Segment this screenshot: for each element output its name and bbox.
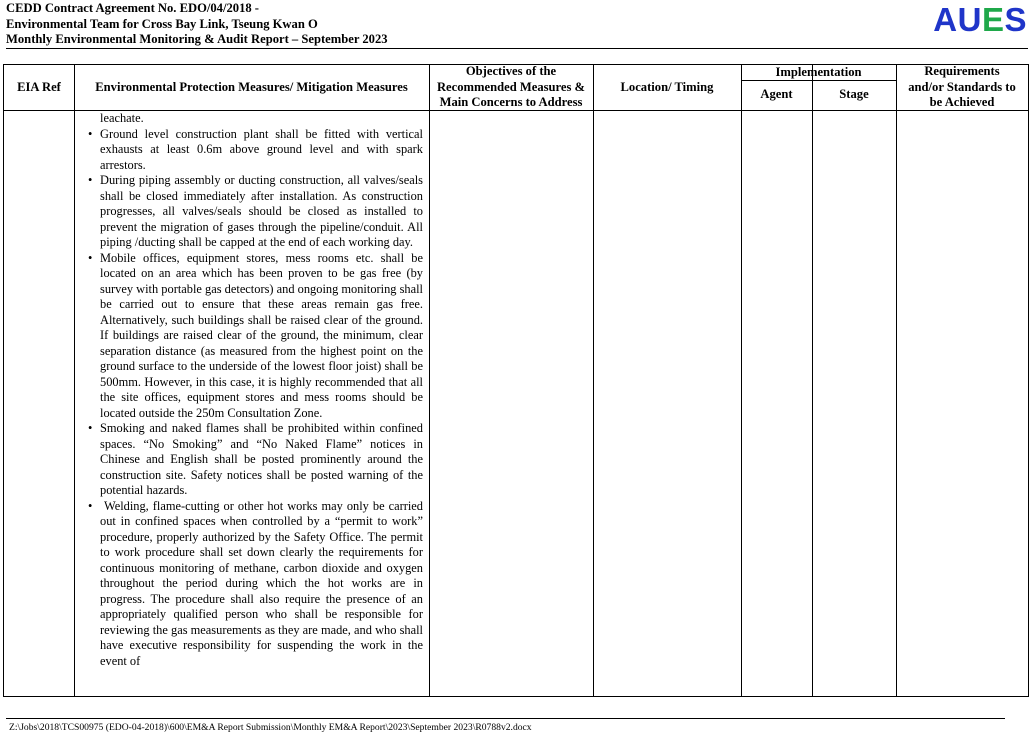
measure-item: • Ground level construction plant shall be fitted with vertical exhausts at least 0.6m above ground level and with spark arrestors.: [88, 126, 423, 172]
bullet-icon: •: [88, 421, 93, 435]
footer-file-path: Z:\Jobs\2018\TCS00975 (EDO-04-2018)\600\EM&A Report Submission\Monthly EM&A Report\2023\September 2023\R0788v2.docx: [9, 722, 532, 733]
measure-item: • Welding, flame-cutting or other hot works may only be carried out in confined spaces when controlled by a “permit to work” procedure, properly authorized by the Safety Office. The permit to work procedure shall set down clearly the requirements for continuous monitoring of methane, carbon dioxide and oxygen throughout the period during which the hot works are in progress. The procedure shall also require the presence of an appropriately qualified person who shall be responsible for reviewing the gas measurements as they are made, and who shall have executive responsibility for suspending the work in the event of: [88, 498, 423, 668]
column-divider: [896, 65, 897, 696]
bullet-icon: •: [88, 126, 93, 141]
header-divider: [6, 48, 1028, 49]
measure-item: • Mobile offices, equipment stores, mess rooms etc. shall be located on an area which has been proven to be gas free (by survey with portable gas detectors) and ongoing monitoring shall be carried out to ensure that these areas remain gas free. Alternatively, such buildings shall be raised clear of the ground. If buildings are raised clear of the ground, the minimum, clear separation distance (as measured from the highest point on the ground surface to the underside of the lowest floor joist) shall be 500mm. However, in this case, it is highly recommended that all the site offices, equipment stores and mess rooms should be located outside the 250m Consultation Zone.: [88, 250, 423, 420]
continuation-text: leachate.: [100, 111, 144, 125]
header-objectives: Objectives of the Recommended Measures & Main Concerns to Address: [436, 64, 586, 110]
bullet-icon: •: [88, 250, 93, 265]
column-divider: [429, 65, 430, 696]
header-location-timing: Location/ Timing: [620, 79, 714, 94]
measures-list: [88, 126, 423, 670]
header-requirements: Requirements and/or Standards to be Achieved: [908, 64, 1016, 110]
header-implementation: Implementation: [775, 64, 862, 79]
header-eia-ref: EIA Ref: [17, 79, 61, 94]
column-divider: [741, 65, 742, 696]
document-header: [6, 1, 388, 48]
footer-divider: [6, 718, 1005, 719]
column-divider: [74, 65, 75, 696]
bullet-icon: •: [88, 498, 93, 513]
bullet-icon: •: [88, 173, 93, 187]
header-contract-line: CEDD Contract Agreement No. EDO/04/2018 -: [6, 1, 260, 15]
measure-item: • During piping assembly or ducting construction, all valves/seals shall be closed immediately after installation. As construction progresses, all valves/seals should be closed as installed to prevent the migration of gases through the pipeline/conduit. All piping /ducting shall be capped at the end of each working day.: [88, 173, 423, 249]
aues-logo: AUES: [933, 1, 1027, 38]
header-report-line: Monthly Environmental Monitoring & Audit Report – September 2023: [6, 32, 388, 46]
mitigation-measures-table: [3, 64, 1029, 697]
column-divider: [593, 65, 594, 696]
measures-cell: [88, 111, 423, 669]
header-measures: Environmental Protection Measures/ Mitigation Measures: [95, 79, 408, 94]
header-stage: Stage: [839, 87, 869, 102]
header-agent: Agent: [760, 87, 793, 102]
header-team-line: Environmental Team for Cross Bay Link, Tseung Kwan O: [6, 16, 318, 31]
column-divider: [812, 65, 813, 696]
measure-item: • Smoking and naked flames shall be prohibited within confined spaces. “No Smoking” and “No Naked Flame” notices in Chinese and English shall be posted prominently around the construction site. Safety notices shall be posted warning of the potential hazards.: [88, 421, 423, 497]
